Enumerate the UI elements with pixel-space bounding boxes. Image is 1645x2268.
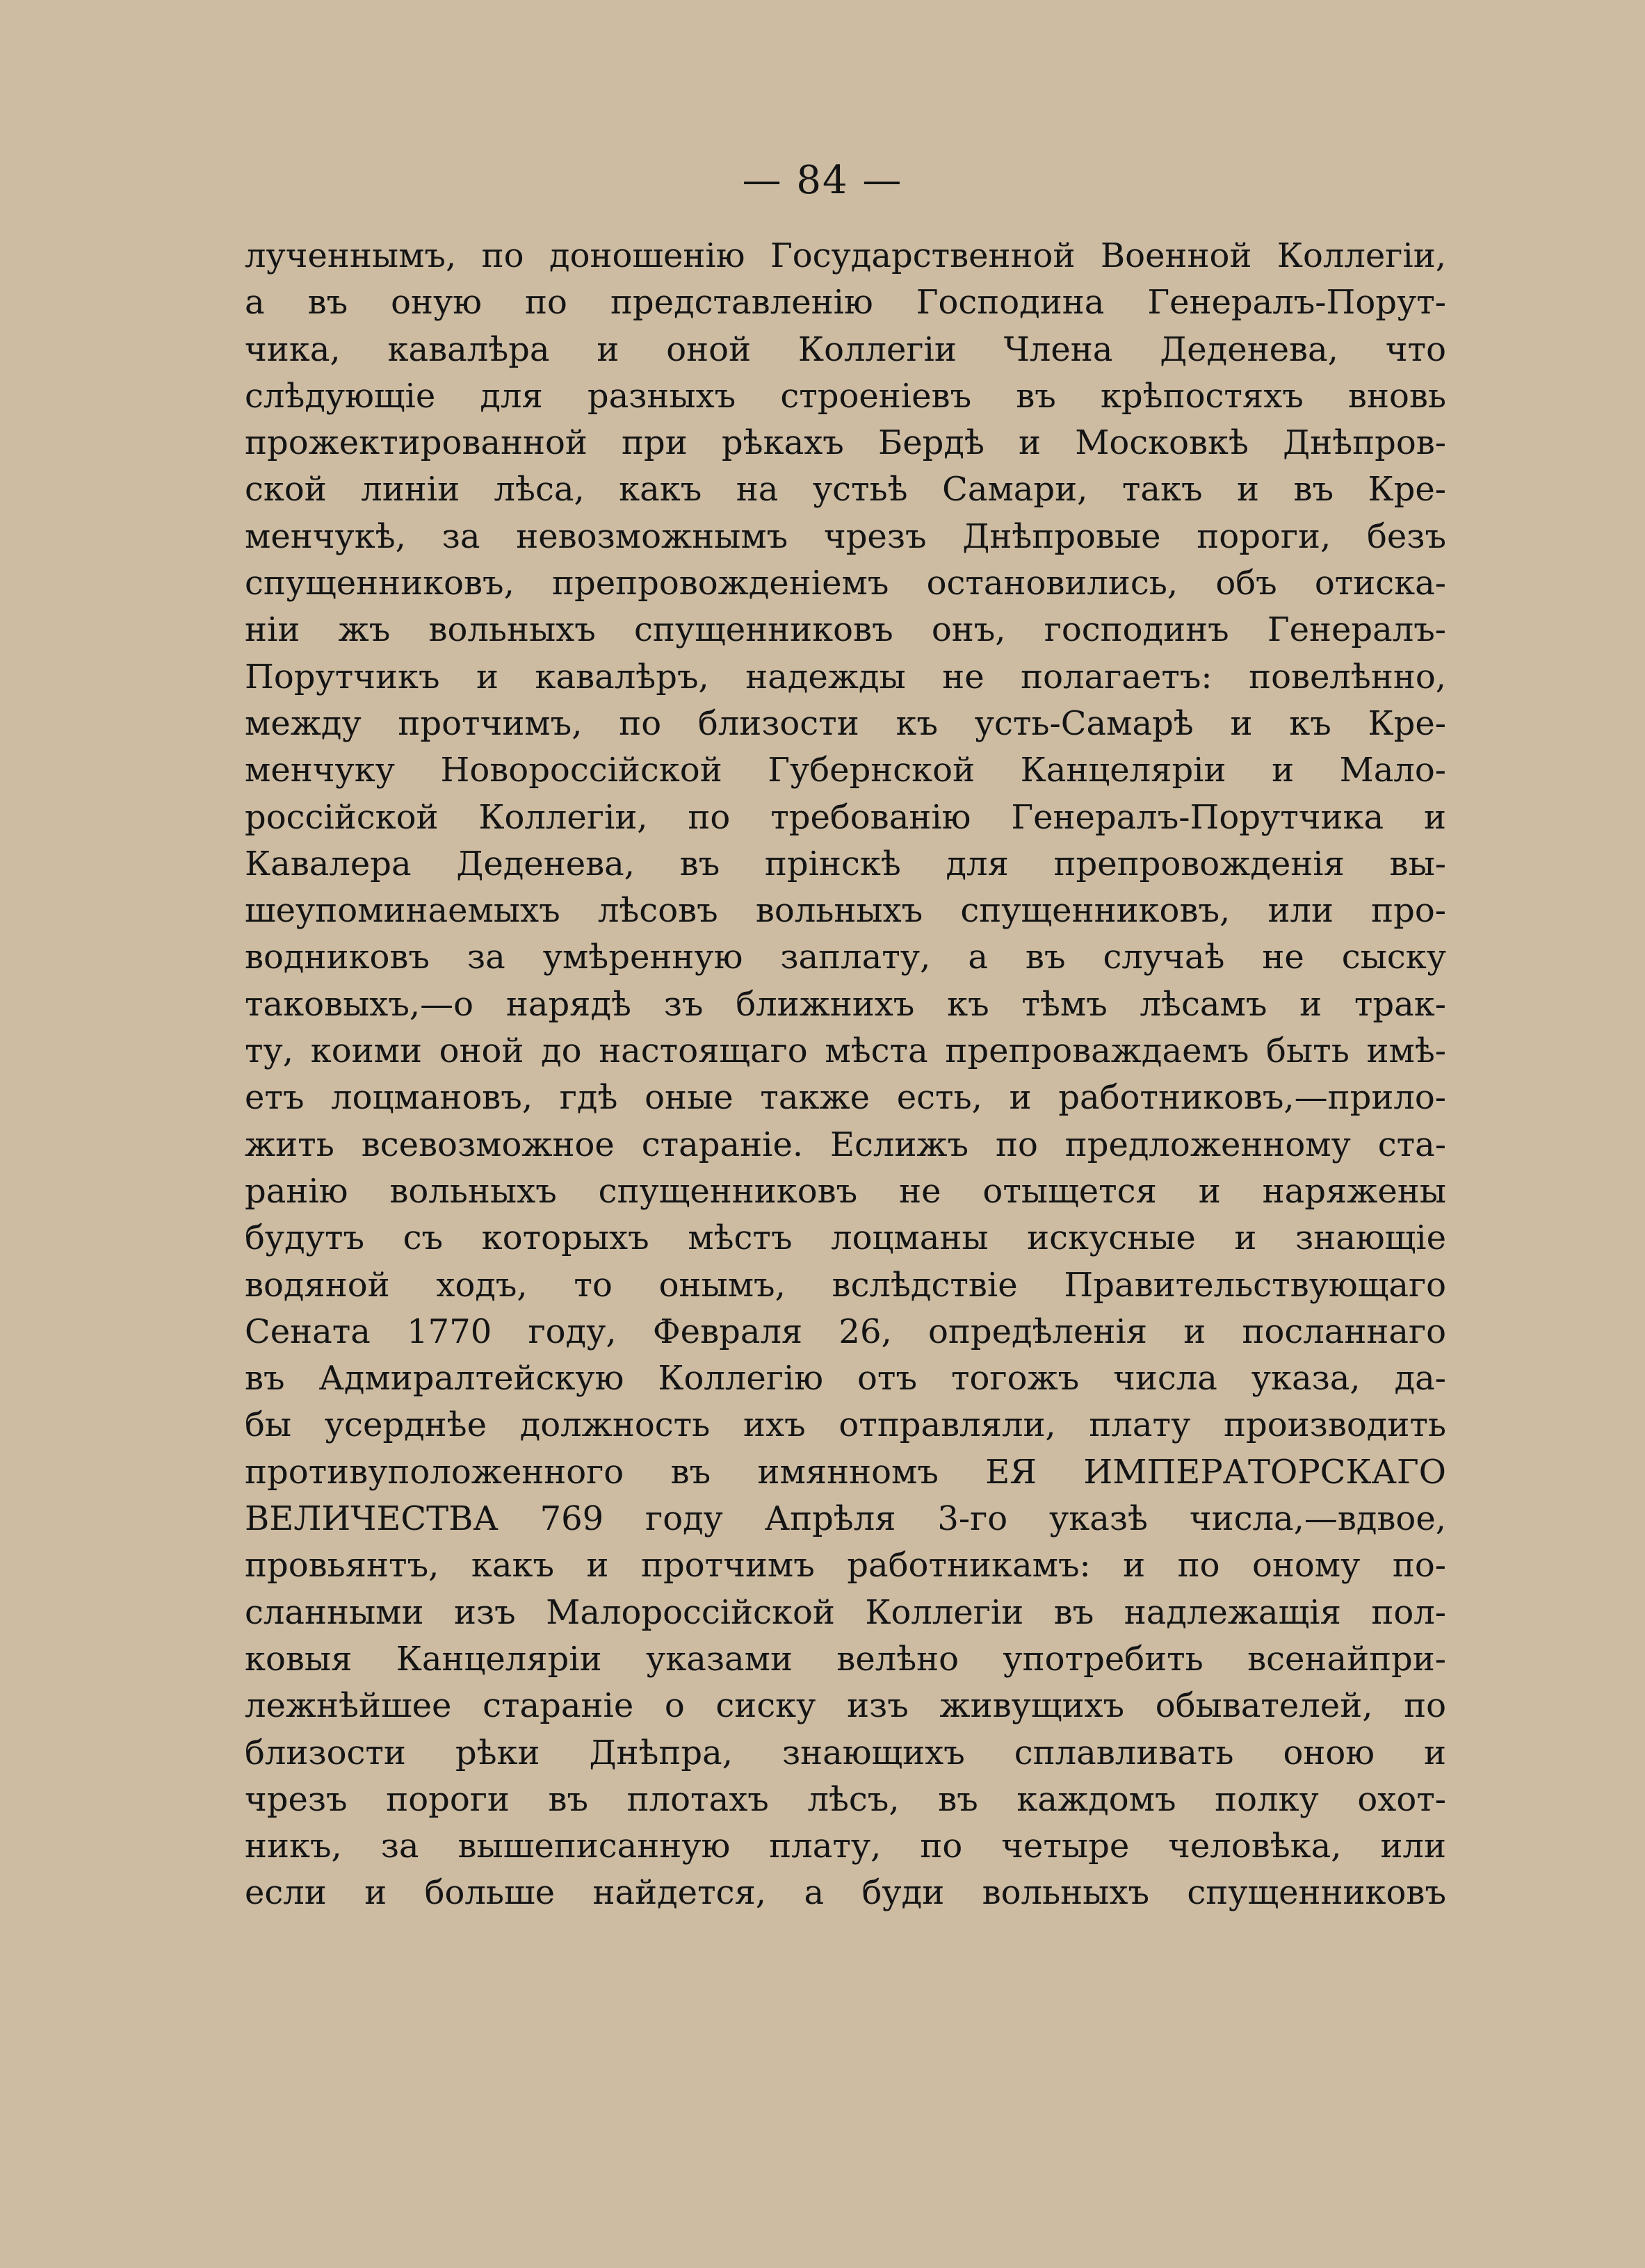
text-line: таковыхъ,—о нарядѣ зъ ближнихъ къ тѣмъ лѣсамъ и трак- <box>245 984 1446 1024</box>
page-number: — 84 — <box>742 158 903 203</box>
text-line: спущенниковъ, препровожденіемъ остановились, объ отиска- <box>245 564 1446 603</box>
text-line: россійской Коллегіи, по требованію Генералъ-Порутчика и <box>245 797 1446 837</box>
text-line: менчуку Новороссійской Губернской Канцеляріи и Мало- <box>245 751 1446 790</box>
text-line: чика, кавалѣра и оной Коллегіи Члена Деденева, что <box>245 329 1446 369</box>
text-line: чрезъ пороги въ плотахъ лѣсъ, въ каждомъ полку охот- <box>245 1779 1446 1819</box>
text-line: ту, коими оной до настоящаго мѣста препроваждаемъ быть имѣ- <box>245 1031 1446 1071</box>
text-line: етъ лоцмановъ, гдѣ оные также есть, и работниковъ,—прило- <box>245 1078 1446 1118</box>
text-line: если и больше найдется, а буди вольныхъ спущенниковъ <box>245 1873 1446 1913</box>
document-body <box>245 233 1446 1917</box>
text-line: шеупоминаемыхъ лѣсовъ вольныхъ спущенниковъ, или про- <box>245 891 1446 931</box>
text-line: Сената 1770 году, Февраля 26, опредѣленія и посланнаго <box>245 1312 1446 1351</box>
text-line: слѣдующіе для разныхъ строеніевъ въ крѣпостяхъ вновь <box>245 376 1446 416</box>
text-line: Порутчикъ и кавалѣръ, надежды не полагаетъ: повелѣнно, <box>245 657 1446 696</box>
text-line: жить всевозможное стараніе. Еслижъ по предложенному ста- <box>245 1125 1446 1164</box>
text-line: прожектированной при рѣкахъ Бердѣ и Московкѣ Днѣпров- <box>245 423 1446 463</box>
text-line: лученнымъ, по доношенію Государственной Военной Коллегіи, <box>245 236 1446 275</box>
text-line: будутъ съ которыхъ мѣстъ лоцманы искусные и знающіе <box>245 1218 1446 1258</box>
text-line: водяной ходъ, то онымъ, вслѣдствіе Правительствующаго <box>245 1265 1446 1305</box>
text-line: въ Адмиралтейскую Коллегію отъ тогожъ числа указа, да- <box>245 1359 1446 1398</box>
text-line: ВЕЛИЧЕСТВА 769 году Апрѣля 3-го указѣ числа,—вдвое, <box>245 1499 1446 1539</box>
text-line: Кавалера Деденева, въ прінскѣ для препровожденія вы- <box>245 844 1446 883</box>
text-line: а въ оную по представленію Господина Генералъ-Порут- <box>245 283 1446 323</box>
text-line: никъ, за вышеписанную плату, по четыре человѣка, или <box>245 1827 1446 1866</box>
text-line: провьянтъ, какъ и протчимъ работникамъ: и по оному по- <box>245 1546 1446 1585</box>
text-line: ніи жъ вольныхъ спущенниковъ онъ, господинъ Генералъ- <box>245 610 1446 650</box>
text-line: ковыя Канцеляріи указами велѣно употребить всенайпри- <box>245 1639 1446 1679</box>
text-line: ской линіи лѣса, какъ на устьѣ Самари, такъ и въ Кре- <box>245 470 1446 509</box>
text-line: близости рѣки Днѣпра, знающихъ сплавливать оною и <box>245 1733 1446 1772</box>
text-line: противуположенного въ имянномъ ЕЯ ИМПЕРАТОРСКАГО <box>245 1452 1446 1492</box>
text-line: ранію вольныхъ спущенниковъ не отыщется и наряжены <box>245 1171 1446 1211</box>
text-line: водниковъ за умѣренную заплату, а въ случаѣ не сыску <box>245 938 1446 977</box>
text-line: бы усерднѣе должность ихъ отправляли, плату производить <box>245 1405 1446 1445</box>
text-line: сланными изъ Малороссійской Коллегіи въ надлежащія пол- <box>245 1592 1446 1632</box>
text-line: между протчимъ, по близости къ усть-Самарѣ и къ Кре- <box>245 703 1446 743</box>
text-line: менчукѣ, за невозможнымъ чрезъ Днѣпровые пороги, безъ <box>245 516 1446 556</box>
text-line: лежнѣйшее стараніе о сиску изъ живущихъ обывателей, по <box>245 1686 1446 1726</box>
